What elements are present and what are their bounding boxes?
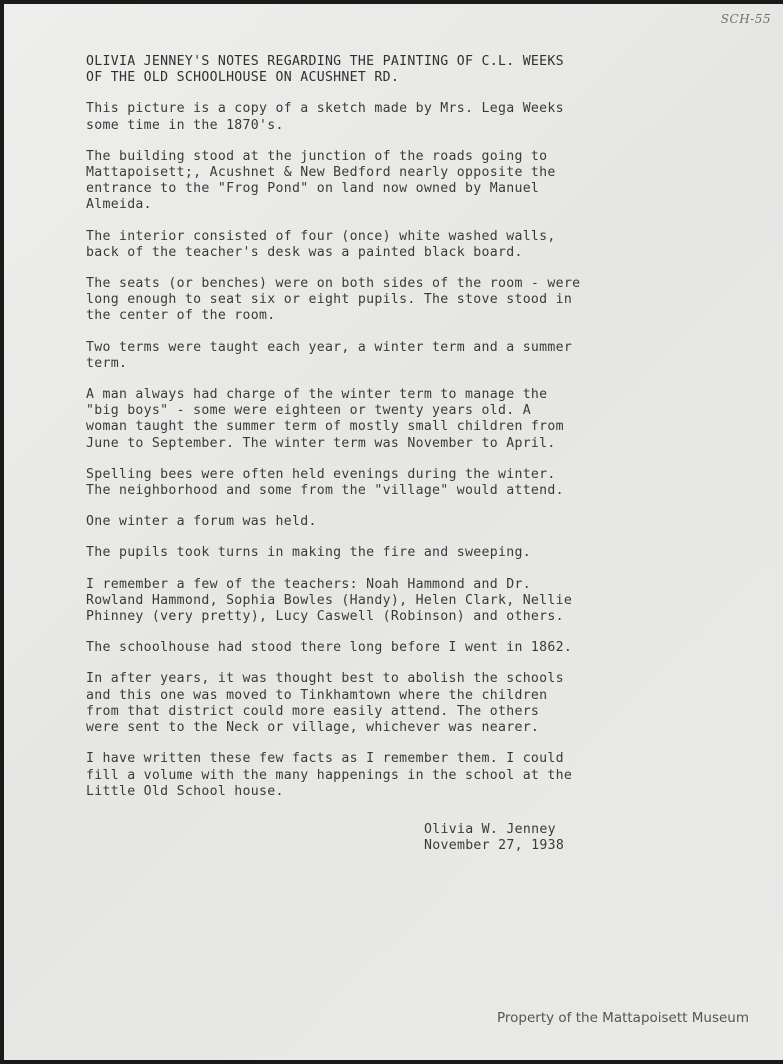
document-page [4,4,783,1060]
signature-block [424,822,564,854]
document-id-handwritten: SCH-55 [720,12,771,26]
paragraph-13: I have written these few facts as I remember them. I could fill a volume with the many happenings in the school at the Little Old School house. [86,751,573,799]
paragraph-4: The seats (or benches) were on both sides of the room - were long enough to seat six or eight pupils. The stove stood in the center of the room. [86,276,581,324]
typed-body [86,54,686,815]
paragraph-6: A man always had charge of the winter term to manage the "big boys" - some were eighteen or twenty years old. A woman taught the summer term of mostly small children from June to September. The winter term was November to April. [86,387,564,451]
paragraph-10: I remember a few of the teachers: Noah Hammond and Dr. Rowland Hammond, Sophia Bowles (Handy), Helen Clark, Nellie Phinney (very pretty), Lucy Caswell (Robinson) and others. [86,576,573,625]
paragraph-9: The pupils took turns in making the fire and sweeping. [86,545,531,561]
paragraph-2: The building stood at the junction of the roads going to Mattapoisett;, Acushnet & New Bedford nearly opposite the entrance to the "Frog Pond" on land now owned by Manuel Almeida. [86,148,556,213]
document-title: OLIVIA JENNEY'S NOTES REGARDING THE PAINTING OF C.L. WEEKS OF THE OLD SCHOOLHOUSE ON ACUSHNET RD. [86,54,564,86]
paragraph-5: Two terms were taught each year, a winter term and a summer term. [86,339,573,371]
signature-name: Olivia W. Jenney [424,822,556,837]
paragraph-3: The interior consisted of four (once) white washed walls, back of the teacher's desk was a painted black board. [86,228,556,260]
paragraph-12: In after years, it was thought best to abolish the schools and this one was moved to Tinkhamtown where the children from that district could more easily attend. The others were sent to the Neck or village, whichever was nearer. [86,671,564,736]
paragraph-1: This picture is a copy of a sketch made by Mrs. Lega Weeks some time in the 1870's. [86,101,564,133]
museum-watermark: Property of the Mattapoisett Museum [497,1010,749,1026]
paragraph-11: The schoolhouse had stood there long before I went in 1862. [86,640,573,656]
paragraph-8: One winter a forum was held. [86,514,317,530]
signature-date: November 27, 1938 [424,838,565,854]
paragraph-7: Spelling bees were often held evenings during the winter. The neighborhood and some from the "village" would attend. [86,466,564,499]
